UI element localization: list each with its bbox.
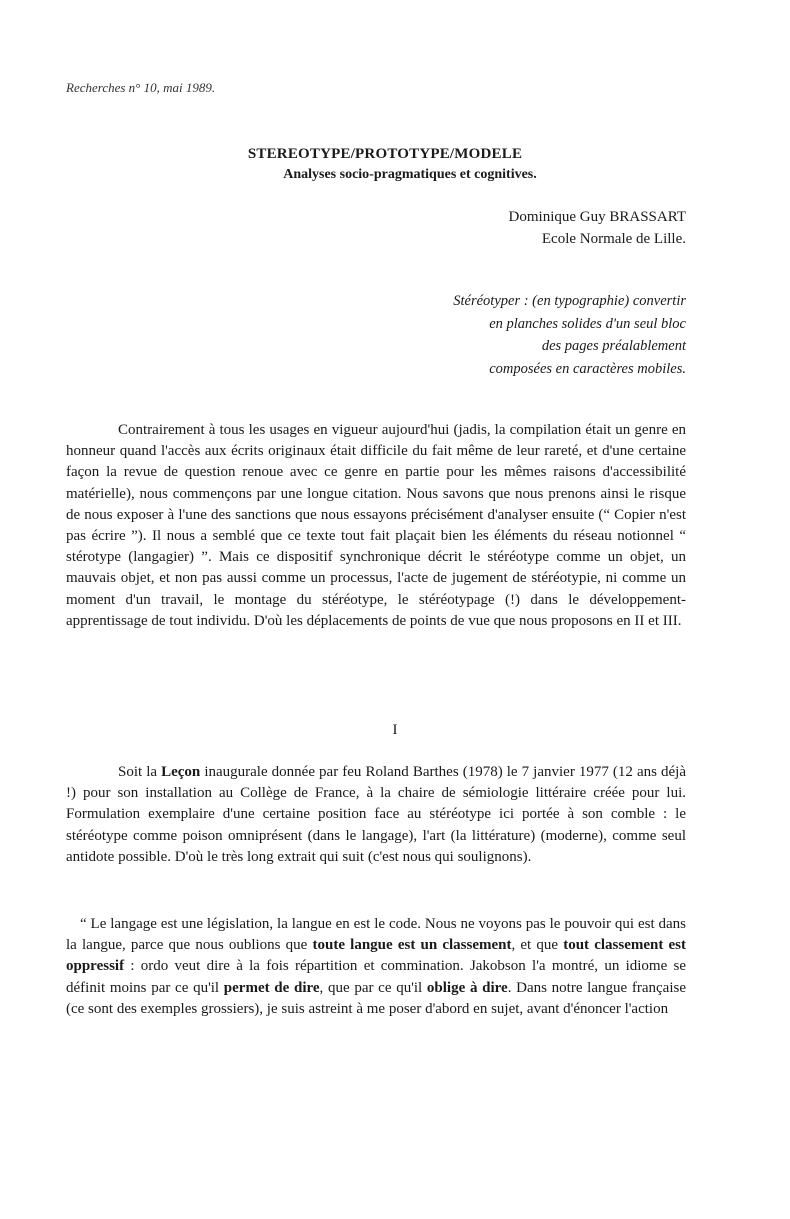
paragraph-text: . Dans notre langue française (ce sont des exemples grossiers), je suis astreint à me poser d'abord en sujet, avant d'énoncer l'action <box>66 979 686 1017</box>
author-name: Dominique Guy BRASSART <box>508 209 686 225</box>
emphasis-text: oblige à dire <box>426 979 508 996</box>
epigraph-line: Stéréotyper : (en typographie) convertir <box>453 293 686 309</box>
paragraph-text: , que par ce qu'il <box>319 979 427 996</box>
paragraph-text: , et que <box>511 937 564 954</box>
epigraph-line: des pages préalablement <box>541 338 686 354</box>
paragraph-text: : ordo veut dire à la fois répartition et commination. Jakobson l'a montré, un idiome se définit moins par ce qu'il <box>66 958 686 996</box>
emphasis-text: Leçon <box>161 764 201 780</box>
paragraph-barthes <box>66 762 686 868</box>
emphasis-text: permet de dire <box>223 979 320 996</box>
journal-citation: Recherches n° 10, mai 1989. <box>66 80 216 95</box>
paragraph-quotation <box>66 914 686 1020</box>
author-block <box>509 206 686 250</box>
paragraph-text: “ Le langage est une législation, la langue en est le code. Nous ne voyons pas le pouvoir qui est dans la langue, parce que nous oublions que <box>66 916 686 954</box>
paragraph-intro: Contrairement à tous les usages en vigueur aujourd'hui (jadis, la compilation était un genre en honneur quand l'accès aux écrits originaux était difficile du fait même de leur rareté, et d'une certaine façon la revue de question renoue avec ce genre en partie pour les mêmes raisons d'accessibilité matérielle), nous commençons par une longue citation. Nous savons que nous prenons ainsi le risque de nous exposer à l'une des sanctions que nous essayons précisément d'analyser ensuite (“ Copier n'est pas écrire ”). Il nous a semblé que ce texte tout fait plaçait bien les éléments du réseau notionnel “ stérotype (langagier) ”. Mais ce dispositif synchronique décrit le stéréotype comme un objet, un mauvais objet, et non pas aussi comme un processus, l'acte de jugement de stéréotypie, ni comme un moment d'un travail, le montage du stéréotype, le stéréotypage (!) dans le développement-apprentissage de tout individu. D'où les déplacements de points de vue que nous proposons en II et III. <box>66 422 686 629</box>
epigraph-line: composées en caractères mobiles. <box>489 360 686 377</box>
epigraph-line: en planches solides d'un seul bloc <box>489 315 686 332</box>
article-subtitle: Analyses socio-pragmatiques et cognitives. <box>283 167 537 182</box>
emphasis-text: tout classement est oppressif <box>66 937 687 975</box>
epigraph <box>453 290 686 380</box>
paragraph-text: inaugurale donnée par feu Roland Barthes (1978) le 7 janvier 1977 (12 ans déjà !) pour son installation au Collège de France, à la chaire de sémiologie littéraire créée pour lui. Formulation exemplaire d'une certaine position face au stéréotype ici portée à son comble : le stéréotype comme poison omniprésent (dans le langage), l'art (la littérature) (moderne), comme seul antidote possible. D'où le très long extrait qui suit (c'est nous qui soulignons). <box>66 764 686 865</box>
title-block <box>0 146 790 183</box>
section-heading: I <box>392 722 398 738</box>
author-affiliation: Ecole Normale de Lille. <box>541 231 686 247</box>
article-title: STEREOTYPE/PROTOTYPE/MODELE <box>247 146 523 162</box>
paragraph-text: Soit la <box>118 764 162 780</box>
emphasis-text: toute langue est un classement <box>312 937 512 954</box>
